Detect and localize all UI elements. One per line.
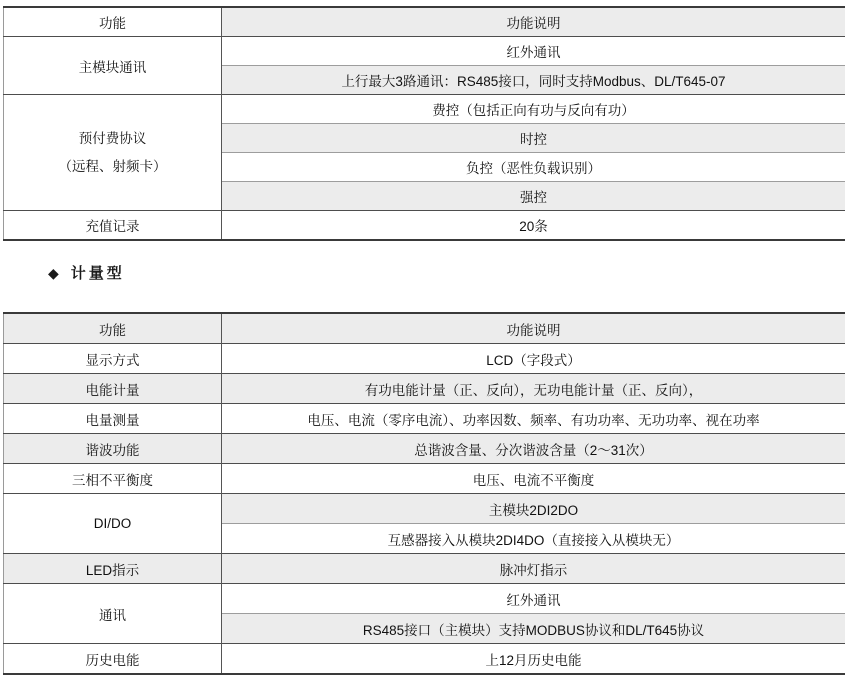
description-cell: 费控（包括正向有功与反向有功） — [222, 95, 846, 124]
table-header-row — [4, 7, 846, 37]
description-cell: LCD（字段式） — [222, 344, 846, 374]
table-row — [4, 404, 846, 434]
table-row — [4, 464, 846, 494]
description-cell: 负控（恶性负载识别） — [222, 153, 846, 182]
feature-label-line2: （远程、射频卡） — [58, 158, 167, 174]
table-row — [4, 344, 846, 374]
feature-column-header: 功能 — [4, 7, 222, 37]
feature-cell-three-phase-unbalance: 三相不平衡度 — [4, 464, 222, 494]
feature-cell-di-do: DI/DO — [4, 494, 222, 554]
feature-label-line1: 预付费协议 — [78, 130, 147, 146]
description-cell: 20条 — [222, 211, 846, 241]
feature-cell-communication: 通讯 — [4, 584, 222, 644]
feature-cell-historical-energy: 历史电能 — [4, 644, 222, 675]
table-row — [4, 37, 846, 66]
table-row — [4, 494, 846, 524]
description-cell: 电压、电流（零序电流）、功率因数、频率、有功功率、无功功率、视在功率 — [222, 404, 846, 434]
description-cell: 上行最大3路通讯：RS485接口，同时支持Modbus、DL/T645-07 — [222, 66, 846, 95]
description-column-header: 功能说明 — [222, 7, 846, 37]
description-cell: 互感器接入从模块2DI4DO（直接接入从模块无） — [222, 524, 846, 554]
feature-cell-prepaid-protocol — [4, 95, 222, 211]
description-cell: 有功电能计量（正、反向），无功电能计量（正、反向）， — [222, 374, 846, 404]
diamond-bullet-icon: ◆ — [48, 265, 59, 281]
section-heading — [48, 261, 848, 286]
description-cell: 脉冲灯指示 — [222, 554, 846, 584]
description-cell: 电压、电流不平衡度 — [222, 464, 846, 494]
table-row — [4, 374, 846, 404]
feature-cell-led-indicator: LED指示 — [4, 554, 222, 584]
section-heading-text: 计量型 — [70, 265, 125, 282]
description-cell: RS485接口（主模块）支持MODBUS协议和DL/T645协议 — [222, 614, 846, 644]
function-table-metering — [3, 312, 845, 675]
table-header-row — [4, 313, 846, 344]
document-page — [0, 6, 848, 668]
table-row — [4, 644, 846, 675]
feature-column-header: 功能 — [4, 313, 222, 344]
table-row — [4, 584, 846, 614]
feature-cell-harmonics: 谐波功能 — [4, 434, 222, 464]
description-cell: 主模块2DI2DO — [222, 494, 846, 524]
description-cell: 上12月历史电能 — [222, 644, 846, 675]
table-row — [4, 434, 846, 464]
table-row — [4, 554, 846, 584]
description-cell: 红外通讯 — [222, 37, 846, 66]
feature-cell-main-module-comm: 主模块通讯 — [4, 37, 222, 95]
description-cell: 红外通讯 — [222, 584, 846, 614]
function-table-prepaid — [3, 6, 845, 241]
feature-cell-energy-metering: 电能计量 — [4, 374, 222, 404]
description-column-header: 功能说明 — [222, 313, 846, 344]
description-cell: 总谐波含量、分次谐波含量（2～31次） — [222, 434, 846, 464]
description-cell: 时控 — [222, 124, 846, 153]
feature-cell-display-mode: 显示方式 — [4, 344, 222, 374]
table-row — [4, 95, 846, 124]
feature-cell-quantity-measurement: 电量测量 — [4, 404, 222, 434]
table-row — [4, 211, 846, 241]
feature-cell-recharge-records: 充值记录 — [4, 211, 222, 241]
description-cell: 强控 — [222, 182, 846, 211]
